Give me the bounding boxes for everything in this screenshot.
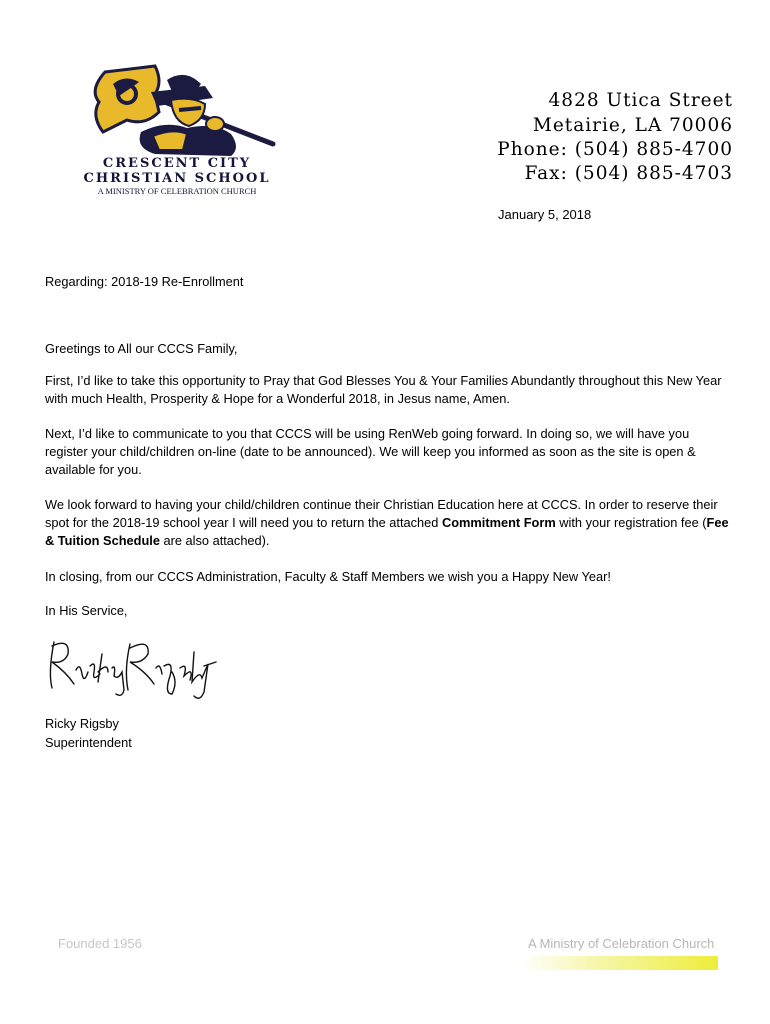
fee-schedule-label: Fee & Tuition Schedule (45, 515, 729, 548)
address-fax: Fax: (504) 885-4703 (524, 163, 733, 184)
letter-greeting: Greetings to All our CCCS Family, (45, 341, 238, 356)
signer-block (45, 714, 132, 752)
letter-closing: In His Service, (45, 603, 128, 618)
address-phone: Phone: (504) 885-4700 (497, 139, 733, 160)
footer-founded: Founded 1956 (58, 936, 142, 951)
paragraph-2: Next, I’d like to communicate to you that CCCS will be using RenWeb going forward. In doing so, we will have you register your child/children on-line (date to be announced). We will keep you informed as soon as the site is open & available for you. (45, 426, 696, 477)
school-name-line1: CRESCENT CITY (102, 156, 252, 171)
handwritten-signature (44, 632, 219, 702)
address-street: 4828 Utica Street (548, 90, 733, 111)
paragraph-3-text-b: with your registration fee ( (555, 515, 707, 530)
letter-regarding: Regarding: 2018-19 Re-Enrollment (45, 274, 244, 289)
paragraph-3-text-c: are also attached). (159, 533, 270, 548)
signer-name: Ricky Rigsby (45, 716, 119, 731)
footer-ministry: A Ministry of Celebration Church (528, 936, 715, 951)
paragraph-1: First, I’d like to take this opportunity to Pray that God Blesses You & Your Families Abundantly throughout this New Year with much Health, Prosperity & Hope for a Wonderful 2018, in Jesus name, Amen. (45, 373, 722, 406)
footer-highlight-bar (520, 956, 718, 970)
paragraph-4: In closing, from our CCCS Administration, Faculty & Staff Members we wish you a Happy New Year! (45, 569, 611, 584)
school-name-line2: CHRISTIAN SCHOOL (83, 171, 271, 186)
paragraph-3 (45, 496, 730, 550)
paragraph-3-text-a: We look forward to having your child/children continue their Christian Education here at CCCS. In order to reserve their spot for the 2018-19 school year I will need you to return the attached (45, 497, 718, 530)
address-city: Metairie, LA 70006 (532, 115, 733, 136)
letter-date: January 5, 2018 (498, 207, 592, 222)
commitment-form-label: Commitment Form (441, 515, 556, 530)
signer-title: Superintendent (45, 735, 132, 750)
logo-ministry-caption: A MINISTRY OF CELEBRATION CHURCH (97, 186, 257, 196)
